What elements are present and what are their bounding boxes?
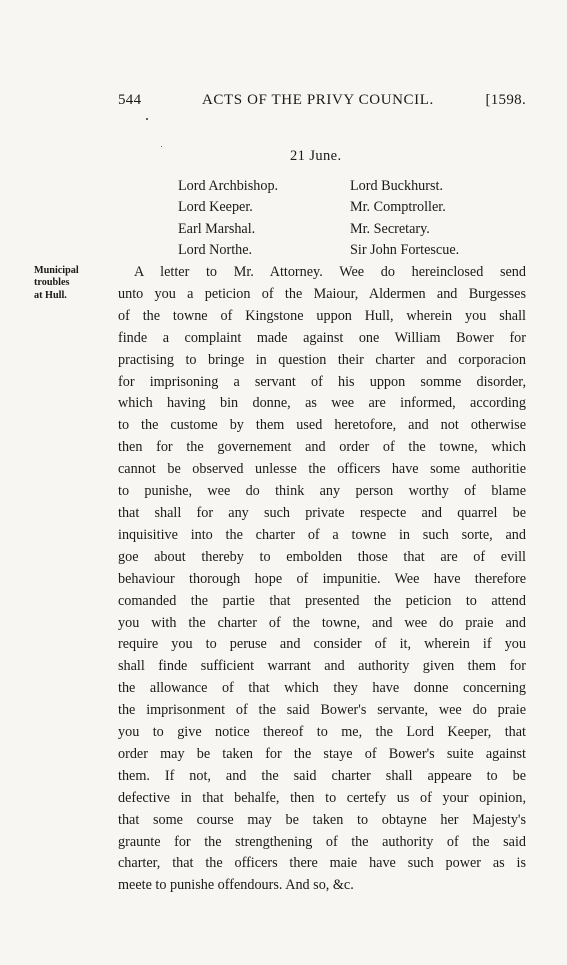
text-line: goe about thereby to embolden those that are of evill (118, 548, 526, 565)
running-title: ACTS OF THE PRIVY COUNCIL. (202, 92, 434, 108)
attendee: Lord Keeper. (178, 199, 253, 216)
text-line: defective in that behalfe, then to certefy us of your opinion, (118, 789, 526, 806)
text-line: behaviour thorough hope of impunitie. Wee have therefore (118, 570, 526, 587)
attendee: Earl Marshal. (178, 220, 256, 237)
text-line: that shall for any such private respecte and quarrel be (118, 504, 526, 521)
margin-note-line: Municipal (34, 265, 79, 276)
attendee: Lord Buckhurst. (350, 178, 443, 194)
attendee: Lord Archbishop. (178, 178, 279, 194)
text-line: you to give notice thereof to me, the Lord Keeper, that (118, 724, 526, 741)
print-speck (146, 118, 148, 120)
text-line: order may be taken for the staye of Bower's suite against (118, 745, 526, 762)
attendee: Mr. Comptroller. (350, 199, 446, 216)
text-line: cannot be observed unlesse the officers have some authoritie (118, 461, 526, 478)
margin-note-line: troubles (34, 277, 70, 289)
attendee: Mr. Secretary. (350, 220, 430, 237)
text-line: shall finde sufficient warrant and authority given them for (118, 658, 526, 675)
text-line: A letter to Mr. Attorney. Wee do hereinclosed send (134, 264, 526, 280)
attendance-row (178, 176, 498, 197)
text-line: charter, that the officers there maie have such power as is (118, 855, 526, 872)
page-number: 544 (118, 92, 142, 108)
text-line: the imprisonment of the said Bower's servante, wee do praie (118, 702, 526, 719)
text-line: require you to peruse and consider of it, wherein if you (118, 636, 526, 653)
attendance-row (178, 219, 498, 240)
text-line: that some course may be taken to obtayne her Majesty's (118, 811, 526, 828)
text-line: you with the charter of the towne, and wee do praie and (118, 614, 526, 631)
text-line: inquisitive into the charter of a towne in such sorte, and (118, 526, 526, 543)
text-line: graunte for the strengthening of the authority of the said (118, 833, 526, 850)
text-line: unto you a peticion of the Maiour, Aldermen and Burgesses (118, 285, 526, 302)
letter-body (118, 262, 526, 897)
attendance-row (178, 197, 498, 218)
text-line: to punishe, wee do think any person worthy of blame (118, 483, 526, 500)
text-line: to the custome by them used heretofore, and not otherwise (118, 417, 526, 434)
text-line: practising to bringe in question their charter and corporacion (118, 351, 526, 368)
attendee: Sir John Fortescue. (350, 242, 460, 259)
text-line: them. If not, and the said charter shall appeare to be (118, 767, 526, 784)
text-line: of the towne of Kingstone uppon Hull, wherein you shall (118, 307, 526, 324)
text-line: for imprisoning a servant of his uppon somme disorder, (118, 373, 526, 390)
print-speck (161, 146, 162, 147)
attendance-list (178, 176, 498, 262)
header-year: [1598. (485, 92, 526, 108)
attendee: Lord Northe. (178, 242, 253, 259)
attendance-row (178, 240, 498, 261)
text-line: finde a complaint made against one William Bower for (118, 329, 526, 346)
text-line: which having bin donne, as wee are informed, according (118, 395, 526, 412)
margin-note-line: at Hull. (34, 289, 67, 301)
margin-note (34, 265, 102, 302)
text-line: the allowance of that which they have donne concerning (118, 680, 526, 697)
text-line: comanded the partie that presented the peticion to attend (118, 592, 526, 609)
text-line: meete to punishe offendours. And so, &c. (118, 877, 354, 894)
meeting-date: 21 June. (290, 148, 342, 164)
text-line: then for the governement and order of the towne, which (118, 439, 526, 456)
